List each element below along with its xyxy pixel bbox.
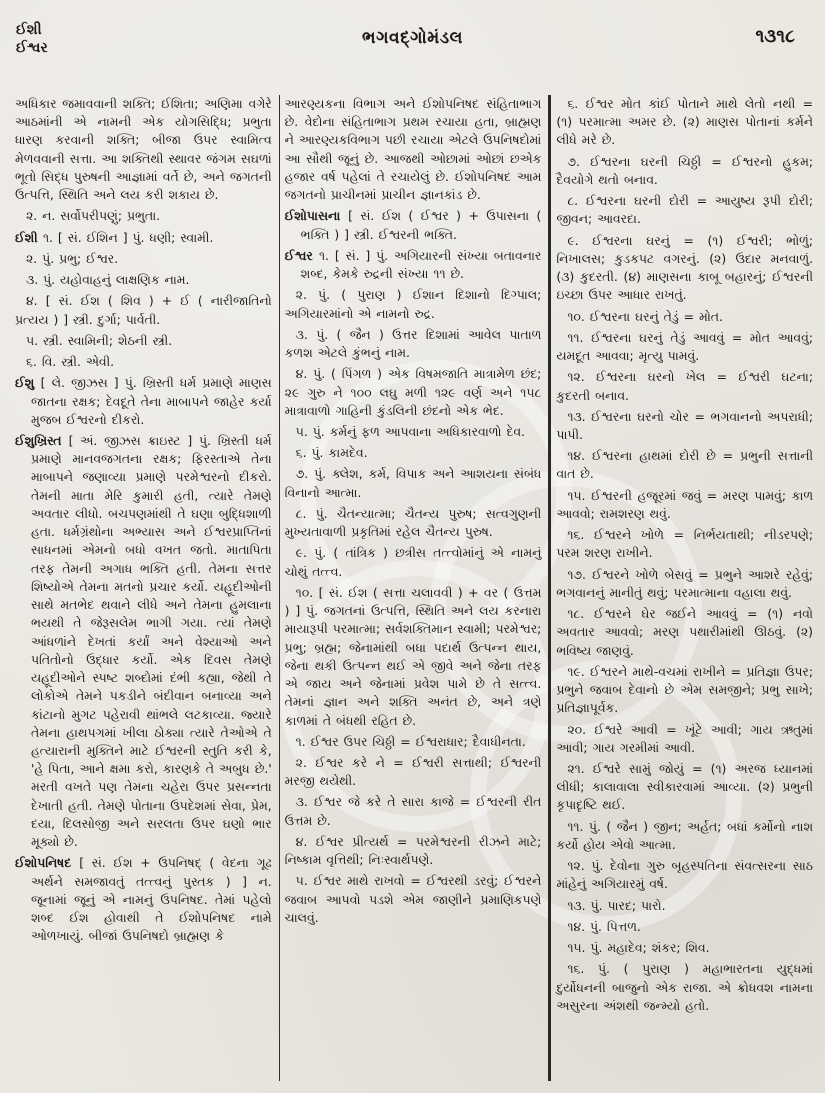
book-title: ભગવદ્ગોમંડલ: [362, 28, 463, 48]
dictionary-paragraph: ૪. પું. ( પિંગળ ) એક વિષમજાતિ માત્રામેળ છંદ; ૨૯ ગુરુ ને ૧૦૦ લઘુ મળી ૧૨૯ વર્ણ અને ૧૫૮ માત્રાવાળો ગાહિની કુંડલિની છંદનો એક ભેદ.: [284, 366, 542, 418]
dictionary-paragraph: ૧૨. ઈશ્વરના ઘરનો ખેલ = ઈશ્વરી ઘટના; કુદરતી બનાવ.: [556, 369, 814, 403]
dictionary-paragraph: ૧૪. પું. પિત્તળ.: [567, 918, 641, 934]
dictionary-entry: ઈશ્વર ૧. [ સં. ] પું. અગિયારની સંખ્યા બતાવનાર શબ્દ, કેમકે રુદ્રની સંખ્યા ૧૧ છે.: [284, 247, 542, 282]
dictionary-paragraph: ૧૦. [ સં. ઈશ ( સત્તા ચલાવવી ) + વર ( ઉત્તમ ) ] પું. જગતનાં ઉત્પત્તિ, સ્થિતિ અને લય કરનારા માયારૂપી પરમાત્મા; સર્વશક્તિમાન સ્વામી; પરમેશ્વર; પ્રભુ; બ્રહ્મ; જેનામાંથી બધા પદાર્થ ઉત્પન્ન થાય, જેના થકી ઉત્પન્ન થઈ એ જીવે અને જેના તરફ એ જાય અને જેનામાં પ્રવેશ પામે છે તે સત્ત્વ. તેમનાં જ્ઞાન અને શક્તિ અનંત છે, અને ત્રણે કાળમાં તે બંધથી રહિત છે.: [284, 584, 542, 728]
dictionary-paragraph: ૧૯. ઈશ્વરને માથે-વચમાં રાખીને = પ્રતિજ્ઞા ઉપર; પ્રભુને જવાબ દેવાનો છે એમ સમજીને; પ્રભુ સાખે; પ્રતિજ્ઞાપૂર્વક.: [556, 663, 814, 716]
headword: ઈશી: [15, 229, 43, 245]
dictionary-paragraph: ૨. પું. પ્રભુ; ઈશ્વર.: [26, 250, 119, 266]
dictionary-column-2: [279, 95, 549, 1081]
guide-word-top: ઈશી: [16, 22, 42, 38]
dictionary-paragraph: અધિકાર જમાવવાની શક્તિ; ઈશિતા; અણિમા વગેરે આઠમાંની એ નામની એક યોગસિદ્ધિ; પ્રભુતા ધારણ કરવાની શક્તિ; બીજા ઉપર સ્વામિત્વ મેળવવાની સત્તા. આ શક્તિથી સ્થાવર જંગમ સઘળાં ભૂતો સિદ્ધ પુરુષની આજ્ઞામાં વર્તે છે, અને જગતની ઉત્પત્તિ, સ્થિતિ અને લય કરી શકાય છે.: [15, 96, 272, 203]
dictionary-paragraph: ૧૦. ઈશ્વરના ઘરનું તેડું = મોત.: [567, 308, 723, 324]
dictionary-paragraph: ૬. વિ. સ્ત્રી. એવી.: [26, 354, 115, 370]
dictionary-column-1: [10, 95, 279, 1081]
headword: ઈશુ: [15, 375, 41, 391]
dictionary-entry: ઈશુ [ લે. જીઝસ ] પું. ખ્રિસ્તી ધર્મ પ્રમાણે માણસ જાતના રક્ષક; દેવદૂતે તેના માબાપને જાહેર કર્યા મુજબ ઈશ્વરનો દીકરો.: [15, 375, 272, 427]
dictionary-paragraph: ૧૩. ઈશ્વરના ઘરનો ચોર = ભગવાનનો અપરાધી; પાપી.: [556, 408, 814, 442]
dictionary-paragraph: ૩. પું. યહોવાહનું લાક્ષણિક નામ.: [26, 272, 190, 288]
dictionary-paragraph: ૨૧. ઈશ્વરે સામું જોયું = (૧) અરજ ધ્યાનમાં લીધી; કાલાવાલા સ્વીકારવામાં આવ્યા. (૨) પ્રભુની કૃપાદૃષ્ટિ થઈ.: [556, 760, 814, 813]
dictionary-paragraph: ૧. ઈશ્વર ઉપર ચિઠ્ઠી = ઈશ્વરાધાર; દૈવાધીનતા.: [295, 733, 526, 749]
dictionary-paragraph: ૧૫. ઈશ્વરની હજૂરમાં જવું = મરણ પામવું; કાળ આવવો; રામશરણ થવું.: [556, 487, 814, 521]
dictionary-column-3: [548, 95, 817, 1081]
dictionary-paragraph: ૩. ઈશ્વર જે કરે તે સારા કાજે = ઈશ્વરની રીત ઉત્તમ છે.: [284, 794, 542, 828]
dictionary-entry: ઈશી ૧. [ સં. ઈશિન ] પું. ધણી; સ્વામી.: [15, 229, 214, 245]
dictionary-paragraph: ૧૧. પું. ( જૈન ) જીન; અર્હત; બધાં કર્મોનો નાશ કર્યો હોય એવો આત્મા.: [556, 818, 814, 852]
dictionary-entry: ઈશોપાસના [ સં. ઈશ ( ઈશ્વર ) + ઉપાસના ( ભક્તિ ) ] સ્ત્રી. ઈશ્વરની ભક્તિ.: [284, 208, 542, 242]
text-columns: [10, 95, 817, 1081]
dictionary-paragraph: ૮. પું. ચૈતન્યાત્મા; ચૈતન્ય પુરુષ; સત્વગુણની મુખ્યતાવાળી પ્રકૃતિમાં રહેલ ચૈતન્ય પુરુષ.: [284, 505, 542, 540]
dictionary-paragraph: આરણ્યકના વિભાગ અને ઈશોપનિષદ સંહિતાભાગ છે. વેદોના સંહિતાભાગ પ્રથમ રચાયા હતા, બ્રાહ્મણ ને આરણ્યકવિભાગ પછી રચાયા એટલે ઉપનિષદોમાં આ સૌથી જૂનું છે. આજથી ઓછામાં ઓછાં છએક હજાર વર્ષ પહેલાં તે રચાયેલું છે. ઈશોપનિષદ આમ જગતનો પ્રાચીનમાં પ્રાચીન જ્ઞાનકાંડ છે.: [284, 96, 542, 203]
dictionary-paragraph: ૨. ઈશ્વર કરે ને = ઈશ્વરી સત્તાથી; ઈશ્વરની મરજી થયેથી.: [284, 754, 542, 789]
dictionary-paragraph: ૫. પું. કર્મનું ફળ આપવાના અધિકારવાળો દેવ.: [295, 423, 526, 439]
dictionary-paragraph: ૩. પું. ( જૈન ) ઉત્તર દિશામાં આવેલ પાતાળ કળશ એટલે કુંભનું નામ.: [284, 326, 542, 361]
dictionary-paragraph: ૭. પું. ક્લેશ, કર્મ, વિપાક અને આશયના સંબંધ વિનાનો આત્મા.: [284, 466, 542, 500]
dictionary-paragraph: ૫. સ્ત્રી. સ્વામિની; શેઠની સ્ત્રી.: [26, 332, 173, 348]
dictionary-paragraph: ૬. પું. કામદેવ.: [295, 445, 368, 461]
headword: ઈશુખ્રિસ્ત: [15, 432, 69, 448]
dictionary-paragraph: ૧૨. પું. દેવોના ગુરુ બૃહસ્પતિના સંવત્સરના સાઠ માંહેનું અગિયારમું વર્ષ.: [556, 858, 814, 892]
dictionary-paragraph: ૭. ઈશ્વરના ઘરની ચિઠ્ઠી = ઈશ્વરનો હુકમ; દૈવયોગે થતો બનાવ.: [556, 153, 814, 187]
dictionary-paragraph: ૪. [ સં. ઈશ ( શિવ ) + ઈ ( નારીજાતિનો પ્રત્યય ) ] સ્ત્રી. દુર્ગા; પાર્વતી.: [15, 293, 272, 327]
dictionary-paragraph: ૫. ઈશ્વર માથે રાખવો = ઈશ્વરથી ડરવું; ઈશ્વરને જવાબ આપવો પડશે એમ જાણીને પ્રમાણિકપણે ચાલવું.: [284, 873, 542, 925]
headword: ઈશોપનિષદ: [15, 855, 80, 871]
dictionary-paragraph: ૯. ઈશ્વરના ઘરનું = (૧) ઈશ્વરી; ભોળું; નિખાલસ; કુડકપટ વગરનું. (૨) ઉદાર મનવાળું. (૩) કુદરતી. (૪) માણસના કાબૂ બહારનું; ઈશ્વરની ઇચ્છા ઉપર આધાર રાખતું.: [556, 232, 814, 303]
guide-word-bottom: ઈશ્વર: [16, 39, 48, 56]
page-number: ૧૩૧૮: [755, 26, 795, 47]
dictionary-paragraph: ૨. પું. ( પુરાણ ) ઈશાન દિશાનો દિગ્પાલ; અગિયારમાંનો એ નામનો રુદ્ર.: [284, 287, 542, 321]
dictionary-paragraph: ૧૭. ઈશ્વરને ખોળે બેસવું = પ્રભુને આશરે રહેવું; ભગવાનનું માનીતું થવું; પરમાત્માના વહાલા થવું.: [556, 566, 814, 600]
dictionary-paragraph: ૧૪. ઈશ્વરના હાથમાં દોરી છે = પ્રભુની સત્તાની વાત છે.: [556, 448, 814, 482]
dictionary-paragraph: ૧૧. ઈશ્વરના ઘરનું તેડું આવવું = મોત આવવું; યમદૂત આવવા; મૃત્યુ પામવું.: [556, 329, 814, 364]
dictionary-paragraph: ૧૬. પું. ( પુરાણ ) મહાભારતના યુદ્ધમાં દુર્યોધનની બાજુનો એક રાજા. એ ક્રોધવશ નામના અસુરના અંશથી જન્મ્યો હતો.: [556, 961, 814, 1013]
headword: ઈશોપાસના: [284, 208, 349, 224]
headword: ઈશ્વર: [284, 247, 319, 263]
dictionary-paragraph: ૧૩. પું. પારદ; પારો.: [567, 897, 666, 913]
dictionary-paragraph: ૨૦. ઈશ્વરે આવી = ખૂંટે આવી; ગાય ઋતુમાં આવી; ગાય ગરમીમાં આવી.: [556, 721, 814, 755]
dictionary-entry: ઈશુખ્રિસ્ત [ અં. જીઝસ ક્રાઇસ્ટ ] પું. ખ્રિસ્તી ધર્મ પ્રમાણે માનવજગતના રક્ષક; ફિરસ્તાએ તેના માબાપને જણાવ્યા પ્રમાણે પરમેશ્વરનો દીકરો. તેમની માતા મેરિ કુમારી હતી, ત્યારે તેમણે અવતાર લીધો. બચપણમાંથી તે ઘણા બુદ્ધિશાળી હતા. ધર્મગ્રંથોના અભ્યાસ અને ઈશ્વરપ્રાપ્તિનાં સાધનમાં એમનો બધો વખત જતો. માતાપિતા તરફ તેમની અગાધ ભક્તિ હતી. તેમના સત્તર શિષ્યોએ તેમના મતનો પ્રચાર કર્યો. યહૂદીઓની સાથે મતભેદ થવાને લીધે અને તેમના હુમલાના ભયથી તે જેરૂસલેમ ભાગી ગયા. ત્યાં તેમણે આંધળાંને દેખતાં કર્યાં અને વેશ્યાઓ અને પતિતોનો ઉદ્ધાર કર્યો. એક દિવસ તેમણે યહૂદીઓને સ્પષ્ટ શબ્દોમાં દંભી કહ્યા, જેથી તે લોકોએ તેમને પકડીને બંદીવાન બનાવ્યા અને કાંટાનો મુગટ પહેરાવી થાંભલે લટકાવ્યા. જ્યારે તેમના હાથપગમાં ખીલા ઠોક્યા ત્યારે તેઓએ તે હત્યારાની મુક્તિને માટે ઈશ્વરની સ્તુતિ કરી કે, 'હે પિતા, આને ક્ષમા કરો, કારણકે તે અબુધ છે.' મરતી વખતે પણ તેમના ચહેરા ઉપર પ્રસન્નતા દેખાતી હતી. તેમણે પોતાના ઉપદેશમાં સેવા, પ્રેમ, દયા, દિલસોજી અને સરલતા ઉપર ઘણો ભાર મૂક્યો છે.: [15, 432, 272, 850]
dictionary-paragraph: ૪. ઈશ્વર પ્રીત્યર્થ = પરમેશ્વરની રીઝને માટે; નિષ્કામ વૃત્તિથી; નિઃસ્વાર્થપણે.: [284, 833, 542, 868]
dictionary-paragraph: ૧૮. ઈશ્વરને ઘેર જઈને આવવું = (૧) નવો અવતાર આવવો; મરણ પથારીમાંથી ઊઠવું. (૨) ભવિષ્ય જાણવું.: [556, 606, 814, 658]
dictionary-paragraph: ૯. પું. ( તાંત્રિક ) છત્રીસ તત્ત્વોમાંનું એ નામનું ચોથું તત્ત્વ.: [284, 545, 542, 579]
page-header: [0, 18, 825, 88]
dictionary-paragraph: ૬. ઈશ્વર મોત કાંઈ પોતાને માથે લેતો નથી = (૧) પરમાત્મા અમર છે. (૨) માણસ પોતાનાં કર્મને લીધે મરે છે.: [556, 96, 814, 148]
dictionary-entry: ઈશોપનિષદ [ સં. ઈશ + ઉપનિષદ્ ( વેદના ગૂઢ અર્થને સમજાવતું તત્ત્વનું પુસ્તક ) ] ન. જૂનામાં જૂનું એ નામનું ઉપનિષદ. તેમાં પહેલો શબ્દ ઈશ હોવાથી તે ઈશોપનિષદ નામે ઓળખાયું. બીજાં ઉપનિષદો બ્રાહ્મણ કે: [15, 855, 272, 944]
dictionary-paragraph: ૮. ઈશ્વરના ઘરની દોરી = આયુષ્ય રૂપી દોરી; જીવન; આવરદા.: [556, 193, 814, 227]
dictionary-paragraph: ૨. ન. સર્વોપરીપણું; પ્રભુતા.: [26, 208, 161, 224]
dictionary-paragraph: ૧૫. પું. મહાદેવ; શંકર; શિવ.: [567, 940, 710, 956]
dictionary-paragraph: ૧૬. ઈશ્વરને ખોળે = નિર્ભયતાથી; નીડરપણે; પરમ શરણ રાખીને.: [556, 527, 814, 561]
